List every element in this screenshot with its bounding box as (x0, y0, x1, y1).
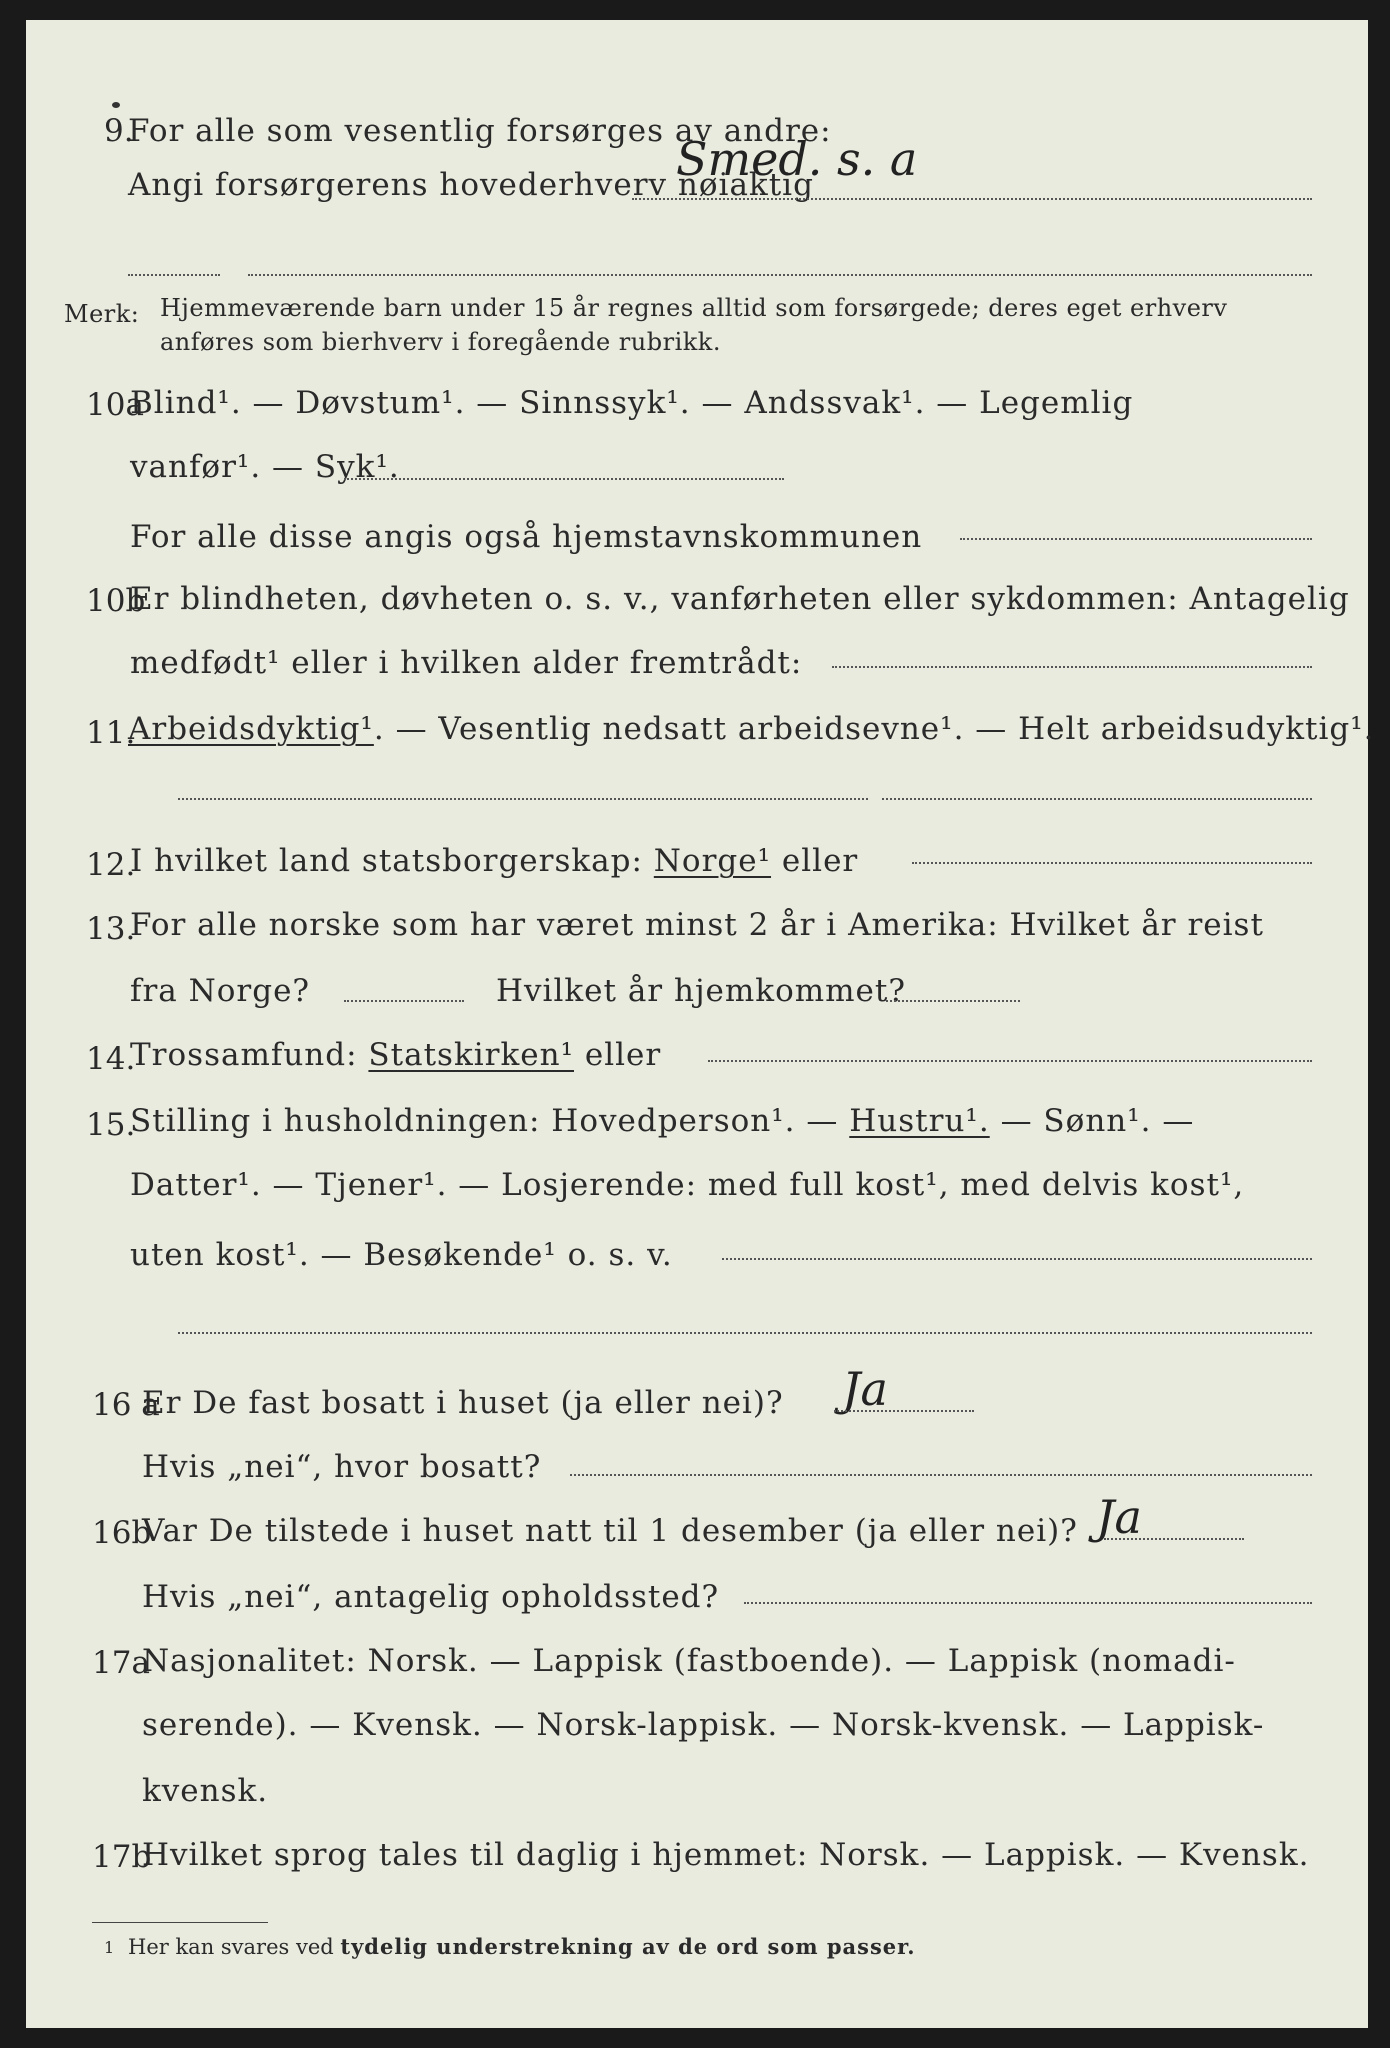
q10a-line1: Blind¹. — Døvstum¹. — Sinnssyk¹. — Andssvak¹. — Legemlig (130, 385, 1134, 421)
q16b-answer-line (1104, 1538, 1244, 1540)
q15-number: 15. (86, 1107, 136, 1143)
q10b-answer-line (832, 666, 1312, 668)
q16b-number: 16b (92, 1515, 152, 1551)
q16a-line2: Hvis „nei“, hvor bosatt? (142, 1449, 542, 1485)
q16a-handwritten-answer: Ja (842, 1362, 888, 1416)
q11-answer-line-b (882, 798, 1312, 800)
census-form-page (26, 20, 1375, 2028)
q9-answer-line (632, 198, 1312, 200)
q10b-line2: medfødt¹ eller i hvilken alder fremtrådt: (130, 645, 803, 681)
q10b-number: 10b (86, 583, 146, 619)
q14-line (130, 1037, 662, 1073)
footnote-text (128, 1936, 916, 1958)
q9-number: 9. (104, 113, 134, 149)
q12-option-norge-underlined: Norge¹ (653, 843, 772, 879)
q15-line2: Datter¹. — Tjener¹. — Losjerende: med full kost¹, med delvis kost¹, (130, 1167, 1245, 1203)
q10a-line2-answer (344, 478, 784, 480)
q17b-number: 17b (92, 1839, 152, 1875)
q12-post: eller (781, 843, 859, 879)
q16b-line2: Hvis „nei“, antagelig opholdssted? (142, 1579, 720, 1615)
merk-label: Merk: (64, 300, 140, 328)
q17b-line1: Hvilket sprog tales til daglig i hjemmet: Norsk. — Lappisk. — Kvensk. (142, 1837, 1310, 1873)
q11-line (128, 711, 1375, 747)
q14-post: eller (584, 1037, 662, 1073)
q16a-number: 16 a (92, 1387, 160, 1423)
q12-number: 12. (86, 847, 136, 883)
q13-line1: For alle norske som har været minst 2 år i Amerika: Hvilket år reist (130, 907, 1264, 943)
q9-extra-line-a (128, 274, 220, 276)
q17a-line1: Nasjonalitet: Norsk. — Lappisk (fastboende). — Lappisk (nomadi- (142, 1643, 1236, 1679)
q13-reist-answer (344, 1000, 464, 1002)
q14-pre: Trossamfund: (130, 1037, 358, 1073)
q11-rest: . — Vesentlig nedsatt arbeidsevne¹. — Helt arbeidsudyktig¹. (373, 711, 1375, 747)
q14-option-statskirken-underlined: Statskirken¹ (368, 1037, 574, 1073)
q15-extra-line (178, 1332, 1312, 1334)
q17a-line2: serende). — Kvensk. — Norsk-lappisk. — Norsk-kvensk. — Lappisk- (142, 1707, 1265, 1743)
q16b-handwritten-answer: Ja (1096, 1490, 1142, 1544)
q15-line3: uten kost¹. — Besøkende¹ o. s. v. (130, 1237, 673, 1273)
q14-number: 14. (86, 1041, 136, 1077)
q13-line2a: fra Norge? (130, 973, 311, 1009)
q15-answer-line (722, 1258, 1312, 1260)
q10b-line1: Er blindheten, døvheten o. s. v., vanførheten eller sykdommen: Antagelig (130, 581, 1350, 617)
q9-line2: Angi forsørgerens hovederhverv nøiaktig (128, 167, 814, 203)
footnote-text-a: Her kan svares ved (128, 1935, 334, 1959)
q16b-opholdssted-answer (744, 1602, 1312, 1604)
q16a-line1: Er De fast bosatt i huset (ja eller nei)? (142, 1385, 784, 1421)
q12-answer-line (912, 862, 1312, 864)
merk-line2: anføres som bierhverv i foregående rubrikk. (160, 328, 721, 356)
q14-answer-line (708, 1060, 1312, 1062)
q12-pre: I hvilket land statsborgerskap: (130, 843, 643, 879)
footnote-mark: 1 (104, 1938, 115, 1957)
q15-line1c: — Sønn¹. — (1000, 1103, 1195, 1139)
q15-option-hustru-underlined: Hustru¹. (849, 1103, 990, 1139)
footnote-text-b: tydelig understrekning av de ord som passer. (340, 1934, 916, 1959)
q9-handwritten-answer: Smed. s. a (676, 132, 918, 186)
q9-extra-line-b (248, 274, 1312, 276)
q13-line2b: Hvilket år hjemkommet? (496, 973, 906, 1009)
q13-hjemkommet-answer (886, 1000, 1020, 1002)
q17a-line3: kvensk. (142, 1773, 269, 1809)
q13-number: 13. (86, 911, 136, 947)
q11-number: 11. (86, 715, 136, 751)
q11-option-arbeidsdyktig-underlined: Arbeidsdyktig¹ (128, 711, 374, 747)
ink-mark (112, 102, 120, 108)
q16a-answer-line (834, 1410, 974, 1412)
q10a-line3-answer (960, 538, 1312, 540)
merk-line1: Hjemmeværende barn under 15 år regnes alltid som forsørgede; deres eget erhverv (160, 294, 1228, 322)
q10a-line2: vanfør¹. — Syk¹. (130, 449, 400, 485)
q9-line1: For alle som vesentlig forsørges av andre: (128, 113, 832, 149)
q10a-number: 10a (86, 387, 144, 423)
q17a-number: 17a (92, 1645, 150, 1681)
q11-answer-line-a (178, 798, 868, 800)
q15-line1 (130, 1103, 1195, 1139)
q15-line1a: Stilling i husholdningen: Hovedperson¹. — (130, 1103, 839, 1139)
footnote-rule (92, 1922, 268, 1923)
q10a-line3: For alle disse angis også hjemstavnskommunen (130, 519, 923, 555)
q16b-line1: Var De tilstede i huset natt til 1 desember (ja eller nei)? (142, 1513, 1078, 1549)
q12-line (130, 843, 859, 879)
q16a-bosatt-answer (570, 1474, 1312, 1476)
